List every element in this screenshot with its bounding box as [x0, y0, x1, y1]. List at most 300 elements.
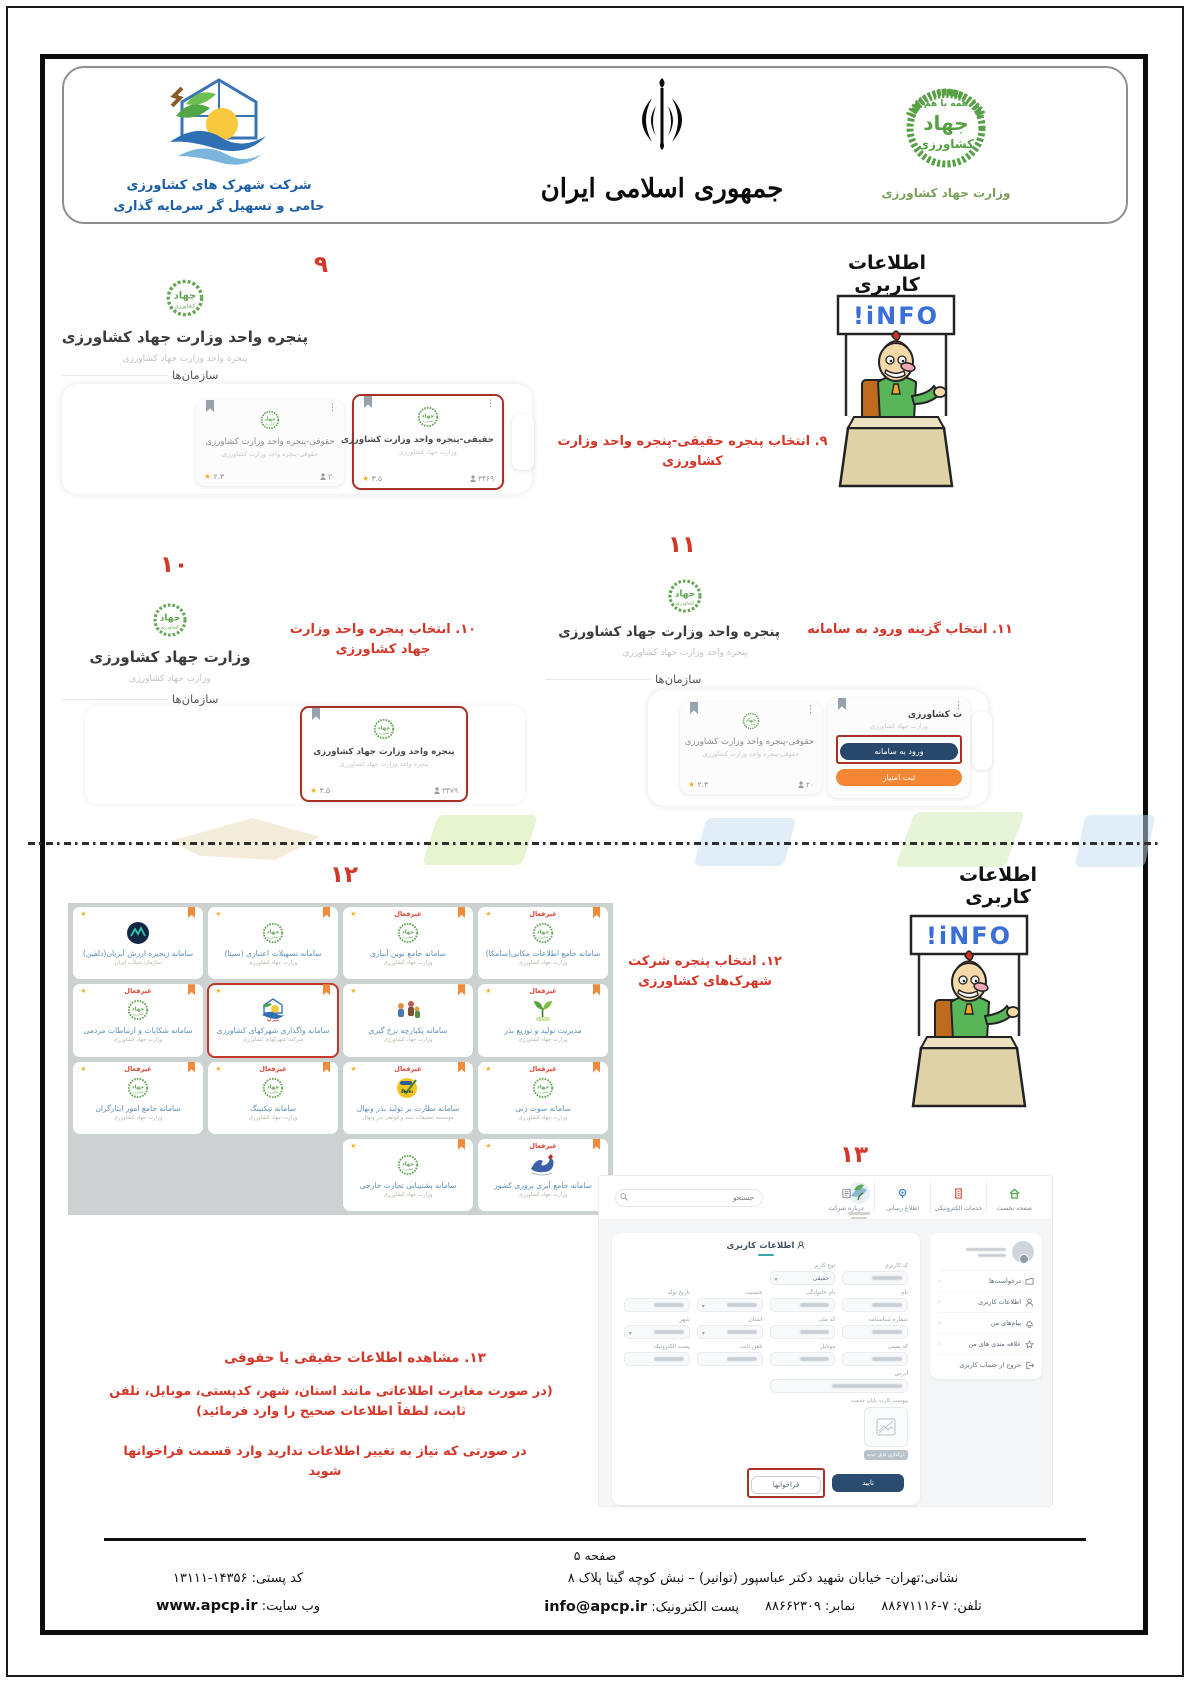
form-field: [624, 1290, 690, 1312]
svg-text:جهاد: جهاد: [159, 613, 181, 624]
jahad-mini-logo-icon: [152, 613, 188, 642]
footer: [70, 1548, 1120, 1627]
svg-text:SPCRI: SPCRI: [401, 1089, 413, 1094]
login-highlight-box: [836, 735, 962, 764]
step13-number: ۱۳: [840, 1142, 869, 1168]
inactive-badge: غیرفعال: [529, 1141, 557, 1150]
step10-app-subtitle: وزارت جهاد کشاورزی: [129, 674, 211, 684]
input-field[interactable]: [842, 1325, 908, 1339]
step9-instruction: ۹. انتخاب پنجره حقیقی-پنجره واحد وزارت کشاورزی: [557, 434, 828, 470]
watermark-shape: [1074, 815, 1155, 867]
app-card-title: سامانه سوت زنی: [515, 1103, 571, 1113]
sidebar-item[interactable]: [938, 1271, 1034, 1292]
section-divider: [28, 842, 1162, 845]
svg-text:کشاورزی: کشاورزی: [746, 723, 756, 727]
svg-text:کشاورزی: کشاورزی: [132, 1012, 144, 1017]
tab-rule: [62, 375, 168, 376]
user-name-blurred: [966, 1245, 1006, 1260]
svg-text:جهاد: جهاد: [266, 1083, 280, 1090]
svg-text:کشاورزی: کشاورزی: [675, 601, 695, 607]
attachment-label: پیوست کارت پایان خدمت: [850, 1398, 908, 1404]
logo-arc-text: همه با هم: [923, 99, 969, 109]
inactive-badge: غیرفعال: [124, 1064, 152, 1073]
user-info-form: [612, 1233, 920, 1505]
card-subtitle: پنجره واحد وزارت جهاد کشاورزی: [339, 760, 429, 768]
person-icon: [470, 475, 476, 482]
nav-item[interactable]: [986, 1182, 1042, 1214]
jahad-mini-logo-icon: [260, 410, 280, 430]
app-card[interactable]: [208, 907, 338, 979]
jahad-mini-logo-icon: [165, 290, 205, 322]
card-rating: ★ ۲.۳: [688, 780, 709, 789]
jahad-mini-logo-icon: [532, 1077, 554, 1099]
app-card-title: سامانه پشتیبانی تجارت خارجی: [359, 1180, 457, 1190]
nav-label: درباره شرکت: [828, 1205, 864, 1212]
nav-label: صفحه نخست: [997, 1205, 1032, 1212]
app-card-title: سامانه جامع نوین آبیاری: [370, 949, 446, 958]
portal-screenshot: [598, 1175, 1053, 1507]
jahad-mini-logo-icon: [417, 406, 439, 428]
about-icon: [841, 1188, 852, 1199]
step9-app-header: [60, 278, 310, 364]
submit-score-button[interactable]: ثبت امتیاز: [836, 769, 962, 786]
favorite-star-icon[interactable]: ★·: [483, 910, 492, 918]
app-card[interactable]: [343, 907, 473, 979]
iran-emblem-block: [472, 72, 852, 204]
step10-app-header: [80, 602, 260, 684]
watermark-shape: [895, 812, 1025, 867]
attachment-preview[interactable]: [864, 1407, 908, 1447]
card-subtitle: حقوقی-پنجره واحد وزارت کشاورزی: [702, 750, 800, 758]
input-field[interactable]: [770, 1298, 836, 1312]
field-label: آدرس: [894, 1371, 908, 1377]
input-field[interactable]: [770, 1379, 909, 1393]
input-field[interactable]: [770, 1352, 836, 1366]
company-name: شرکت شهرک های کشاورزی: [126, 178, 312, 193]
svg-text:جهاد: جهاد: [745, 718, 757, 724]
app-card-title: سامانه جامع آبزی پروری کشور: [494, 1180, 592, 1190]
step11-instruction: ۱۱. انتخاب گزینه ورود به سامانه: [807, 622, 1013, 637]
app-card[interactable]: [343, 1062, 473, 1134]
inactive-badge: غیرفعال: [529, 987, 557, 996]
jahad-mini-logo-icon: [742, 712, 760, 730]
svg-text:کشاورزی: کشاورزی: [402, 935, 414, 940]
postal-code: کد پستی: ۱۴۳۵۶-۱۳۱۱۱: [172, 1571, 304, 1586]
card-menu-icon[interactable]: ⋮: [806, 705, 815, 715]
form-actions: [624, 1468, 908, 1498]
step9-organizations-tab[interactable]: سازمان‌ها: [172, 368, 219, 382]
dolphin-logo-icon: [126, 921, 150, 945]
favorite-star-icon[interactable]: ★·: [483, 1064, 492, 1073]
jahad-mini-logo-icon: [127, 999, 149, 1021]
nav-item[interactable]: [818, 1182, 874, 1214]
real-person-window-card[interactable]: [340, 394, 504, 490]
app-card[interactable]: [208, 1062, 338, 1134]
grid-spacer: [624, 1263, 763, 1285]
logout-icon: [1025, 1361, 1034, 1370]
input-field[interactable]: [697, 1352, 763, 1366]
favorite-star-icon[interactable]: ★·: [348, 987, 357, 996]
card-users: ۳۴۶۹: [470, 474, 494, 483]
favorite-star-icon[interactable]: ★·: [78, 1064, 87, 1073]
app-card-title: سامانه یکپارچه نرخ گیری: [368, 1026, 448, 1036]
app-card-subtitle: شرکت شهرکهای کشاورزی: [242, 1037, 304, 1044]
input-field[interactable]: [842, 1352, 908, 1366]
select-field[interactable]: حقیقی ▾: [770, 1271, 836, 1285]
card-menu-icon[interactable]: ⋮: [954, 701, 963, 711]
company-tagline: حامی و تسهیل گر سرمایه گذاری: [113, 199, 325, 214]
jahad-mini-logo-icon: [397, 1154, 419, 1176]
step12-number: ۱۲: [330, 862, 359, 888]
jahad-mini-logo-icon: [667, 589, 703, 618]
card-users: ۲۰: [798, 780, 814, 789]
favorite-star-icon[interactable]: ★·: [78, 910, 87, 918]
jihad-agriculture-logo-icon: [896, 76, 996, 176]
field-label: تاریخ تولد: [667, 1290, 690, 1296]
inactive-badge: غیرفعال: [394, 910, 422, 918]
search-icon: [620, 1193, 628, 1201]
jahad-mini-logo-icon: [262, 922, 284, 944]
chevron-left-icon: ‹: [938, 1340, 941, 1348]
portal-body: [599, 1220, 1052, 1506]
info-sign-text: iNFO!: [925, 922, 1013, 950]
svg-text:جهاد: جهاد: [401, 1161, 415, 1168]
attachment-zone: [624, 1398, 908, 1460]
jahad-mini-logo-icon: [532, 922, 554, 944]
sidebar-item[interactable]: [938, 1292, 1034, 1313]
person-icon: [320, 473, 326, 480]
svg-text:کشاورزی: کشاورزی: [132, 1089, 144, 1094]
calls-button[interactable]: فراخوانها: [751, 1476, 821, 1494]
svg-text:کشاورزی: کشاورزی: [378, 731, 390, 736]
svg-text:کشاورزی: کشاورزی: [267, 1089, 279, 1094]
people-illustration-icon: [394, 998, 422, 1022]
card-title: حقیقی-پنجره واحد وزارت کشاورزی: [340, 435, 494, 445]
jahad-mini-logo-icon: [127, 1077, 149, 1099]
sidebar-item-label: پیام‌های من: [990, 1319, 1021, 1327]
card-title: حقوقی-پنجره واحد وزارت کشاورزی: [684, 737, 814, 747]
inactive-badge: غیرفعال: [529, 910, 557, 918]
info-booth-illustration: [832, 288, 960, 492]
step11-app-title: پنجره واحد وزارت جهاد کشاورزی: [558, 624, 780, 640]
form-field: [624, 1317, 690, 1339]
app-card-title: سامانه جامع اطلاعات مکانی(سامکا): [485, 949, 601, 958]
tab-rule: [545, 679, 651, 680]
chevron-left-icon: ‹: [938, 1298, 941, 1306]
app-card-subtitle: وزارت جهاد کشاورزی: [383, 960, 433, 966]
app-card-subtitle: وزارت جهاد کشاورزی: [518, 960, 568, 966]
select-field[interactable]: [624, 1325, 690, 1339]
upload-new-file-button[interactable]: بارگذاری فایل جدید: [864, 1450, 908, 1460]
svg-text:کشاورزی: کشاورزی: [267, 935, 279, 940]
next-card-sliver: [972, 712, 992, 770]
user-icon: [797, 1241, 805, 1249]
app-card-title: سامانه جامع امور ایثارگران: [95, 1103, 181, 1113]
single-window-card[interactable]: [300, 706, 468, 802]
favorite-star-icon[interactable]: ★·: [213, 987, 222, 996]
app-card[interactable]: [73, 907, 203, 979]
svg-text:کشاورزی: کشاورزی: [422, 419, 434, 424]
svg-text:جهاد: جهاد: [536, 929, 550, 936]
address-line: نشانی:تهران- خیابان شهید دکتر عباسپور (توانیر) – نبش کوچه گیتا پلاک ۸: [567, 1571, 959, 1586]
sidebar-item[interactable]: [938, 1334, 1034, 1355]
email-line: پست الکترونیک: info@apcp.ir: [544, 1599, 740, 1615]
jahad-mini-logo-icon: [373, 718, 395, 740]
card-title: ت کشاورزی: [907, 710, 962, 720]
fax: نمابر: ۸۸۶۶۲۳۰۹: [765, 1599, 856, 1614]
svg-text:جهاد: جهاد: [401, 929, 415, 936]
sidebar-item-label: علاقه مندی های من: [968, 1340, 1021, 1348]
chevron-down-icon: ▾: [774, 1276, 778, 1283]
jahad-mini-logo-icon: [397, 922, 419, 944]
login-button[interactable]: ورود به سامانه: [840, 743, 958, 760]
app-card-subtitle: وزارت جهاد کشاورزی: [113, 1114, 163, 1121]
info-booth-illustration: [905, 908, 1033, 1112]
input-field[interactable]: [842, 1298, 908, 1312]
jahad-mini-logo-icon: [262, 1077, 284, 1099]
field-label: شماره شناسنامه: [868, 1317, 908, 1323]
step11-app-header: [558, 578, 780, 658]
svg-text:جهاد: جهاد: [266, 929, 280, 936]
inactive-badge: [347, 987, 469, 996]
inactive-badge: [212, 910, 334, 919]
favorite-star-icon[interactable]: ★·: [213, 910, 222, 918]
form-field: [770, 1371, 909, 1393]
app-card[interactable]: [343, 984, 473, 1056]
app-card[interactable]: [478, 1062, 608, 1134]
portal-sidebar: [930, 1233, 1042, 1379]
step11-organizations-tab[interactable]: سازمان‌ها: [655, 672, 702, 686]
step10-app-title: وزارت جهاد کشاورزی: [89, 648, 251, 666]
card-subtitle: وزارت جهاد کشاورزی: [870, 722, 928, 730]
app-card-title: سامانه واگذاری شهرکهای کشاورزی: [216, 1026, 330, 1036]
app-card-subtitle: وزارت جهاد کشاورزی: [518, 1191, 568, 1198]
bookmark-icon[interactable]: [838, 698, 846, 710]
card-menu-icon[interactable]: ⋮: [486, 399, 495, 409]
favorite-star-icon[interactable]: ★·: [78, 987, 87, 996]
sidebar-item[interactable]: [938, 1313, 1034, 1334]
jahad-mini-logo-icon: [165, 278, 205, 318]
person-icon: [798, 781, 804, 788]
favorite-star-icon[interactable]: ★·: [213, 1064, 222, 1073]
favorite-star-icon[interactable]: ★·: [483, 1141, 492, 1150]
logo-word-2: کشاورزی: [918, 137, 974, 151]
requests-folder-icon: [1025, 1277, 1034, 1286]
step13-note-title: ۱۳. مشاهده اطلاعات حقیقی یا حقوقی: [224, 1350, 486, 1366]
step10-organizations-tab[interactable]: سازمان‌ها: [172, 692, 219, 706]
app-card-subtitle: وزارت جهاد کشاورزی: [518, 1114, 568, 1121]
sidebar-item-label: اطلاعات کاربری: [978, 1298, 1021, 1306]
avatar: [1012, 1241, 1034, 1263]
svg-text:جهاد: جهاد: [131, 1006, 145, 1013]
email-link[interactable]: info@apcp.ir: [544, 1599, 648, 1615]
step11-number: ۱۱: [668, 532, 697, 558]
portal-header: [599, 1176, 1052, 1220]
app-card-subtitle: وزارت جهاد کشاورزی: [383, 1037, 433, 1044]
nav-label: اطلاع رسانی: [886, 1205, 919, 1212]
app-card[interactable]: [343, 1139, 473, 1211]
systems-grid-screenshot: [68, 903, 613, 1215]
app-card-subtitle: وزارت جهاد کشاورزی: [248, 1114, 298, 1121]
person-icon: [434, 787, 440, 794]
home-icon: [1009, 1188, 1020, 1199]
form-field: [770, 1317, 836, 1339]
field-label: نام خانوادگی: [805, 1290, 836, 1296]
calligraphy-logo-icon: [528, 1153, 558, 1177]
favorite-star-icon[interactable]: ★·: [348, 910, 357, 918]
legal-window-card[interactable]: [196, 400, 344, 486]
jahad-mini-logo-icon: [373, 725, 395, 744]
nav-item[interactable]: [930, 1182, 986, 1214]
inactive-badge: غیرفعال: [259, 1064, 287, 1073]
app-card[interactable]: [478, 984, 608, 1056]
sprout-logo-icon: [530, 998, 556, 1022]
input-field[interactable]: [842, 1271, 908, 1285]
card-subtitle: وزارت جهاد کشاورزی: [399, 448, 457, 456]
app-card-subtitle: وزارت جهاد کشاورزی: [383, 1191, 433, 1198]
card-menu-icon[interactable]: ⋮: [328, 403, 337, 413]
form-field: [697, 1317, 763, 1339]
legal-window-card[interactable]: [680, 702, 822, 794]
card-title: پنجره واحد وزارت جهاد کشاورزی: [313, 747, 455, 757]
app-card-title: سامانه تسهیلات اعتباری (سیتا): [224, 949, 322, 958]
svg-text:جهاد: جهاد: [536, 1083, 550, 1090]
form-field: [842, 1263, 908, 1285]
inactive-badge: [212, 987, 334, 996]
nav-label: خدمات الکترونیکی: [934, 1205, 983, 1212]
form-field: [770, 1344, 836, 1366]
svg-text:کشاورزی: کشاورزی: [402, 1166, 414, 1171]
chevron-down-icon: ▾: [629, 1330, 633, 1337]
form-field: [624, 1344, 690, 1366]
app-card[interactable]: [73, 984, 203, 1056]
ministry-logo-block: [866, 76, 1026, 200]
info-sign-text: iNFO!: [852, 302, 940, 330]
website-link[interactable]: www.apcp.ir: [156, 1598, 258, 1614]
app-card-subtitle: وزارت جهاد کشاورزی: [113, 1037, 163, 1044]
svg-text:جهاد: جهاد: [173, 290, 197, 302]
input-field[interactable]: [624, 1352, 690, 1366]
input-field[interactable]: [624, 1298, 690, 1312]
inactive-badge: غیرفعال: [394, 1064, 422, 1073]
step12-instruction: ۱۲. انتخاب پنجره شرکت شهرک‌های کشاورزی: [628, 954, 782, 990]
favorite-star-icon[interactable]: ★·: [348, 1064, 357, 1073]
svg-text:کشاورزی: کشاورزی: [537, 1089, 549, 1094]
app-card-title: سامانه تیکتینگ: [250, 1103, 296, 1113]
next-card-sliver: [512, 414, 534, 470]
card-users: ۲۰: [320, 472, 336, 481]
app-card-subtitle: موسسه تحقیقات ثبت و گواهی بذر ونهال: [362, 1114, 454, 1121]
form-field: [697, 1290, 763, 1312]
confirm-button[interactable]: تایید: [832, 1474, 904, 1492]
favorite-star-icon[interactable]: ★·: [483, 987, 492, 996]
form-title: اطلاعات کاربری: [624, 1241, 908, 1256]
chevron-left-icon: ‹: [938, 1319, 941, 1327]
page-number: صفحه ۵: [573, 1548, 617, 1563]
field-label: کد ملی: [818, 1317, 836, 1323]
step9-number: ۹: [314, 252, 329, 278]
jahad-mini-logo-icon: [260, 415, 280, 434]
app-card-title: سامانه شکایات و ارتباطات مردمی: [83, 1026, 193, 1036]
jahad-mini-logo-icon: [667, 578, 703, 614]
inactive-badge: غیرفعال: [529, 1064, 557, 1073]
chevron-left-icon: ‹: [938, 1277, 941, 1285]
app-card[interactable]: [478, 907, 608, 979]
sidebar-item-label: درخواست‌ها: [989, 1277, 1021, 1285]
messages-bell-icon: [1025, 1319, 1034, 1328]
image-placeholder-icon: [876, 1418, 896, 1436]
ministry-caption: وزارت جهاد کشاورزی: [881, 186, 1011, 200]
svg-text:کشاورزی: کشاورزی: [537, 935, 549, 940]
field-label: نام: [901, 1290, 908, 1296]
step9-app-subtitle: پنجره واحد وزارت جهاد کشاورزی: [122, 354, 248, 364]
form-field: [697, 1344, 763, 1366]
iran-emblem-icon: [630, 72, 694, 168]
step10-instruction: ۱۰. انتخاب پنجره واحد وزارت جهاد کشاورزی: [289, 622, 477, 658]
form-field: [842, 1344, 908, 1366]
svg-text:کشاورزی: کشاورزی: [264, 422, 276, 426]
step9-app-title: پنجره واحد وزارت جهاد کشاورزی: [61, 328, 309, 346]
watermark-shape: [170, 818, 320, 860]
form-field: [770, 1263, 836, 1285]
field-label: تلفن ثابت: [739, 1344, 763, 1350]
favorites-star-icon: [1025, 1340, 1034, 1349]
form-field: [842, 1317, 908, 1339]
select-field[interactable]: [697, 1325, 763, 1339]
section2-title: اطلاعات کاربری: [958, 864, 1038, 908]
field-label: استان: [748, 1317, 763, 1323]
e-services-icon: [953, 1188, 964, 1199]
field-label: نوع کاربر: [813, 1263, 836, 1269]
app-card[interactable]: [478, 1139, 608, 1211]
user-summary: [938, 1241, 1034, 1271]
app-card[interactable]: [208, 984, 338, 1056]
nav-item[interactable]: [874, 1182, 930, 1214]
app-card-title: سامانه زنجیره ارزش آبزیان(دلفین): [82, 949, 194, 958]
calls-highlight-box: [747, 1468, 825, 1498]
field-label: پست الکترونیک: [653, 1344, 690, 1350]
field-label: کد پستی: [887, 1344, 908, 1350]
jahad-mini-logo-icon: [417, 413, 439, 432]
emblem-title: جمهوری اسلامی ایران: [540, 174, 784, 204]
user-icon: [1025, 1298, 1034, 1307]
greenhouse-logo-icon: [164, 76, 274, 168]
svg-text:جهاد: جهاد: [131, 1083, 145, 1090]
input-field[interactable]: [770, 1325, 836, 1339]
website-line: وب سایت: www.apcp.ir: [156, 1598, 320, 1614]
svg-text:کشاورزی: کشاورزی: [174, 303, 196, 310]
card-rating: ★ ۳.۵: [310, 786, 331, 795]
form-field: [842, 1290, 908, 1312]
select-field[interactable]: [697, 1298, 763, 1312]
favorite-star-icon[interactable]: ★·: [348, 1141, 357, 1150]
phone: تلفن: ۷-۸۸۶۷۱۱۱۶: [881, 1599, 982, 1614]
svg-text:جهاد: جهاد: [674, 589, 696, 600]
svg-text:جهاد: جهاد: [421, 413, 435, 420]
inactive-badge: [347, 1142, 469, 1151]
login-card[interactable]: [828, 698, 970, 798]
search-input[interactable]: [615, 1189, 763, 1207]
jahad-mini-logo-icon: [152, 602, 188, 638]
sidebar-item[interactable]: [938, 1355, 1034, 1375]
field-label: کد کاربری: [884, 1263, 908, 1269]
inactive-badge: غیرفعال: [124, 987, 152, 996]
step13-note-footer: در صورتی که نیاز به تغییر اطلاعات ندارید وارد قسمت فراخوانها شوید: [123, 1444, 527, 1479]
form-field: [770, 1290, 836, 1312]
app-card[interactable]: [73, 1062, 203, 1134]
chevron-down-icon: ▾: [701, 1303, 705, 1310]
agri-towns-company-logo: [104, 76, 334, 214]
